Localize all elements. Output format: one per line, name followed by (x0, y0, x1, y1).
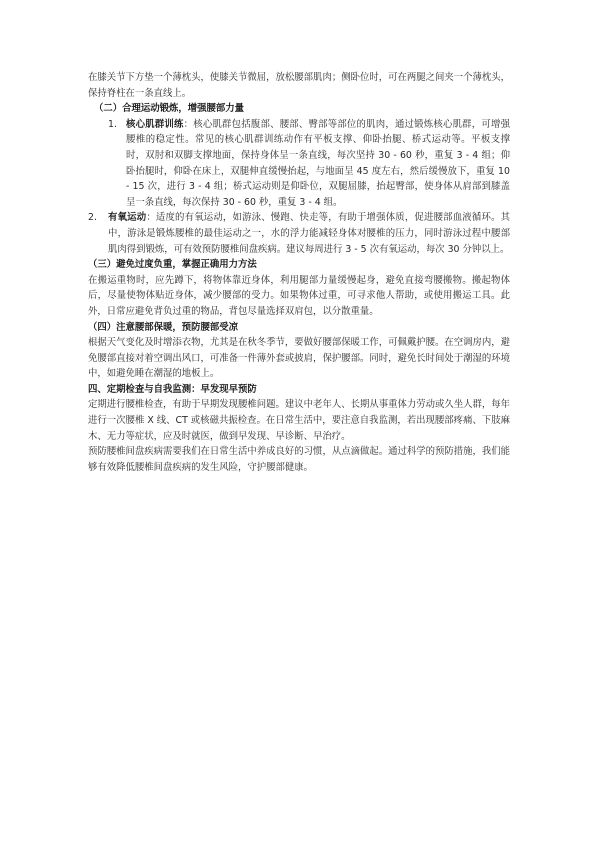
document-page (88, 70, 510, 475)
list-item-body (108, 210, 510, 257)
intro-paragraph: 在膝关节下方垫一个薄枕头，使膝关节微屈，放松腰部肌肉；侧卧位时，可在两腿之间夹一个薄枕头，保持脊柱在一条直线上。 (88, 72, 510, 99)
list-number: 1. (108, 118, 117, 130)
item-title-aerobic: 有氧运动 (108, 212, 147, 224)
item-text-aerobic: ：适度的有氧运动，如游泳、慢跑、快走等，有助于增强体质，促进腰部血液循环。其中，游泳是锻炼腰椎的最佳运动之一，水的浮力能减轻身体对腰椎的压力，同时游泳过程中腰部肌肉得到锻炼，可有效预防腰椎间盘疾病。建议每周进行 3 - 5 次有氧运动，每次 30 分钟以上。 (108, 212, 510, 255)
item-title-core-muscles: 核心肌群训练 (126, 118, 184, 130)
item-text-core-muscles: ：核心肌群包括腹部、腰部、臀部等部位的肌肉，通过锻炼核心肌群，可增强腰椎的稳定性。常见的核心肌群训练动作有平板支撑、仰卧抬腿、桥式运动等。平板支撑时，双肘和双脚支撑地面，保持身体呈一条直线，每次坚持 30 - 60 秒，重复 3 - 4 组；仰卧抬腿时，仰卧在床上，双腿伸直缓慢抬起，与地面呈 45 度左右，然后缓慢放下，重复 10 - 15 次，进行 3 - 4 组；桥式运动则是仰卧位，双腿屈膝，抬起臀部，使身体从肩部到膝盖呈一条直线，每次保持 30 - 60 秒，重复 3 - 4 组。 (126, 118, 510, 208)
section-heading-checkup: 四、定期检查与自我监测：早发现早预防 (88, 383, 257, 395)
checkup-paragraph: 定期进行腰椎检查，有助于早期发现腰椎问题。建议中老年人、长期从事重体力劳动或久坐人群，每年进行一次腰椎 X 线、CT 或核磁共振检查。在日常生活中，要注意自我监测，若出现腰部疼痛、下肢麻木、无力等症状，应及时就医，做到早发现、早诊断、早治疗。 (88, 399, 510, 442)
list-item-body (126, 117, 510, 211)
section-heading-warmth: （四）注意腰部保暖，预防腰部受凉 (88, 321, 239, 333)
section-heading-lifting: （三）避免过度负重，掌握正确用力方法 (88, 259, 257, 271)
conclusion-paragraph: 预防腰椎间盘疾病需要我们在日常生活中养成良好的习惯，从点滴做起。通过科学的预防措施，我们能够有效降低腰椎间盘疾病的发生风险，守护腰部健康。 (88, 446, 510, 473)
list-number: 2. (88, 212, 97, 224)
section-heading-exercise: （二）合理运动锻炼，增强腰部力量 (94, 103, 245, 115)
list-item-core-training (88, 117, 510, 211)
lifting-paragraph: 在搬运重物时，应先蹲下，将物体靠近身体，利用腿部力量缓慢起身，避免直接弯腰搬物。搬起物体后，尽量使物体贴近身体，减少腰部的受力。如果物体过重，可寻求他人帮助，或使用搬运工具。此外，日常应避免背负过重的物品，背包尽量选择双肩包，以分散重量。 (88, 274, 510, 317)
warmth-paragraph: 根据天气变化及时增添衣物，尤其是在秋冬季节，要做好腰部保暖工作，可佩戴护腰。在空调房内，避免腰部直接对着空调出风口，可准备一件薄外套或披肩，保护腰部。同时，避免长时间处于潮湿的环境中，如避免睡在潮湿的地板上。 (88, 337, 510, 380)
list-item-aerobic (88, 210, 510, 257)
